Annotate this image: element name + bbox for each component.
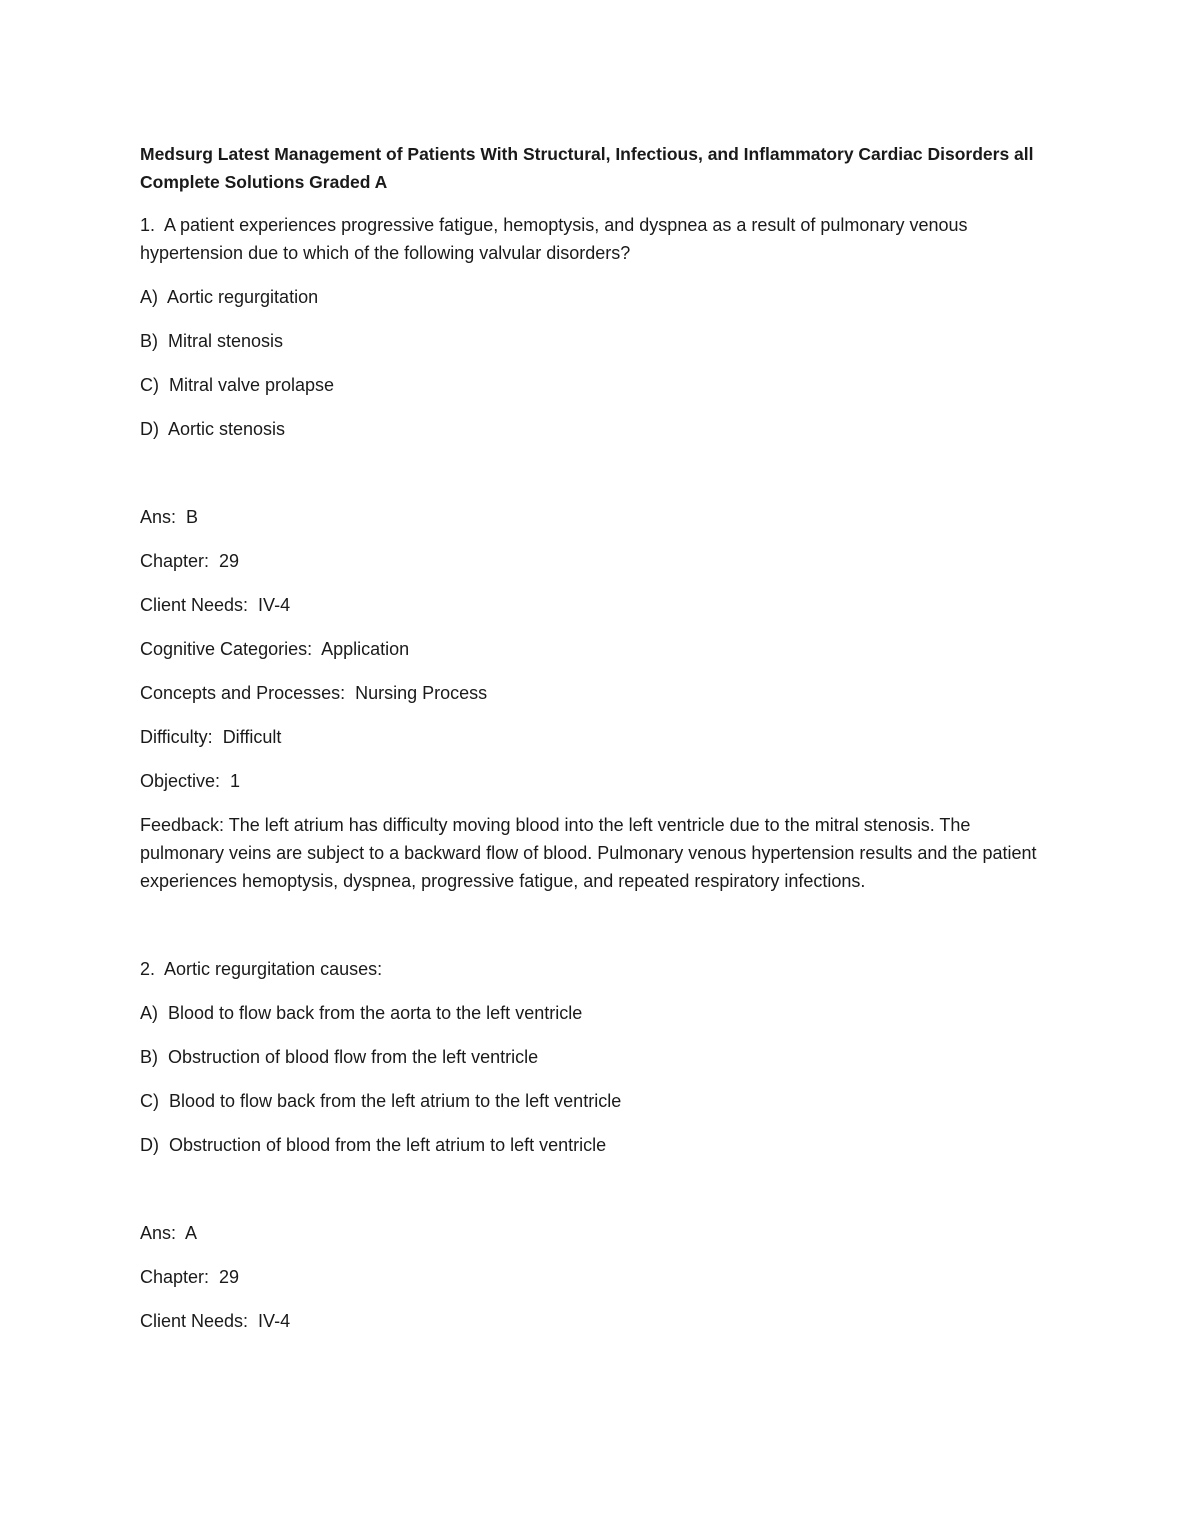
question-1-option-c: C) Mitral valve prolapse bbox=[140, 375, 335, 395]
question-2-option-d: D) Obstruction of blood from the left atrium to left ventricle bbox=[140, 1135, 607, 1155]
question-1-cognitive-categories: Cognitive Categories: Application bbox=[140, 639, 410, 659]
question-2-chapter: Chapter: 29 bbox=[140, 1267, 240, 1287]
question-1-feedback: Feedback: The left atrium has difficulty moving blood into the left ventricle due to the mitral stenosis. The pulmonary veins are subject to a backward flow of blood. Pulmonary venous hypertension results and the patient experiences hemoptysis, dyspnea, progressive fatigue, and repeated respiratory infections. bbox=[140, 815, 1037, 891]
question-1-stem: 1. A patient experiences progressive fatigue, hemoptysis, and dyspnea as a result of pulmonary venous hypertension due to which of the following valvular disorders? bbox=[140, 215, 973, 263]
question-2-option-a: A) Blood to flow back from the aorta to the left ventricle bbox=[140, 1003, 583, 1023]
question-1-concepts: Concepts and Processes: Nursing Process bbox=[140, 683, 488, 703]
question-1-answer: Ans: B bbox=[140, 507, 199, 527]
question-1-chapter: Chapter: 29 bbox=[140, 551, 240, 571]
question-2-stem: 2. Aortic regurgitation causes: bbox=[140, 959, 383, 979]
question-2-answer: Ans: A bbox=[140, 1223, 198, 1243]
question-1-option-a: A) Aortic regurgitation bbox=[140, 287, 319, 307]
document-page bbox=[140, 140, 1050, 1351]
spacer bbox=[140, 1175, 1050, 1219]
document-title: Medsurg Latest Management of Patients With Structural, Infectious, and Inflammatory Cardiac Disorders all Complete Solutions Graded A bbox=[140, 144, 1034, 192]
question-1-client-needs: Client Needs: IV-4 bbox=[140, 595, 291, 615]
spacer bbox=[140, 459, 1050, 503]
question-1-objective: Objective: 1 bbox=[140, 771, 241, 791]
question-2-client-needs: Client Needs: IV-4 bbox=[140, 1311, 291, 1331]
spacer bbox=[140, 895, 1050, 955]
question-2-option-c: C) Blood to flow back from the left atrium to the left ventricle bbox=[140, 1091, 622, 1111]
question-1-option-b: B) Mitral stenosis bbox=[140, 331, 284, 351]
question-1-difficulty: Difficulty: Difficult bbox=[140, 727, 282, 747]
question-1-option-d: D) Aortic stenosis bbox=[140, 419, 286, 439]
question-2-option-b: B) Obstruction of blood flow from the left ventricle bbox=[140, 1047, 539, 1067]
